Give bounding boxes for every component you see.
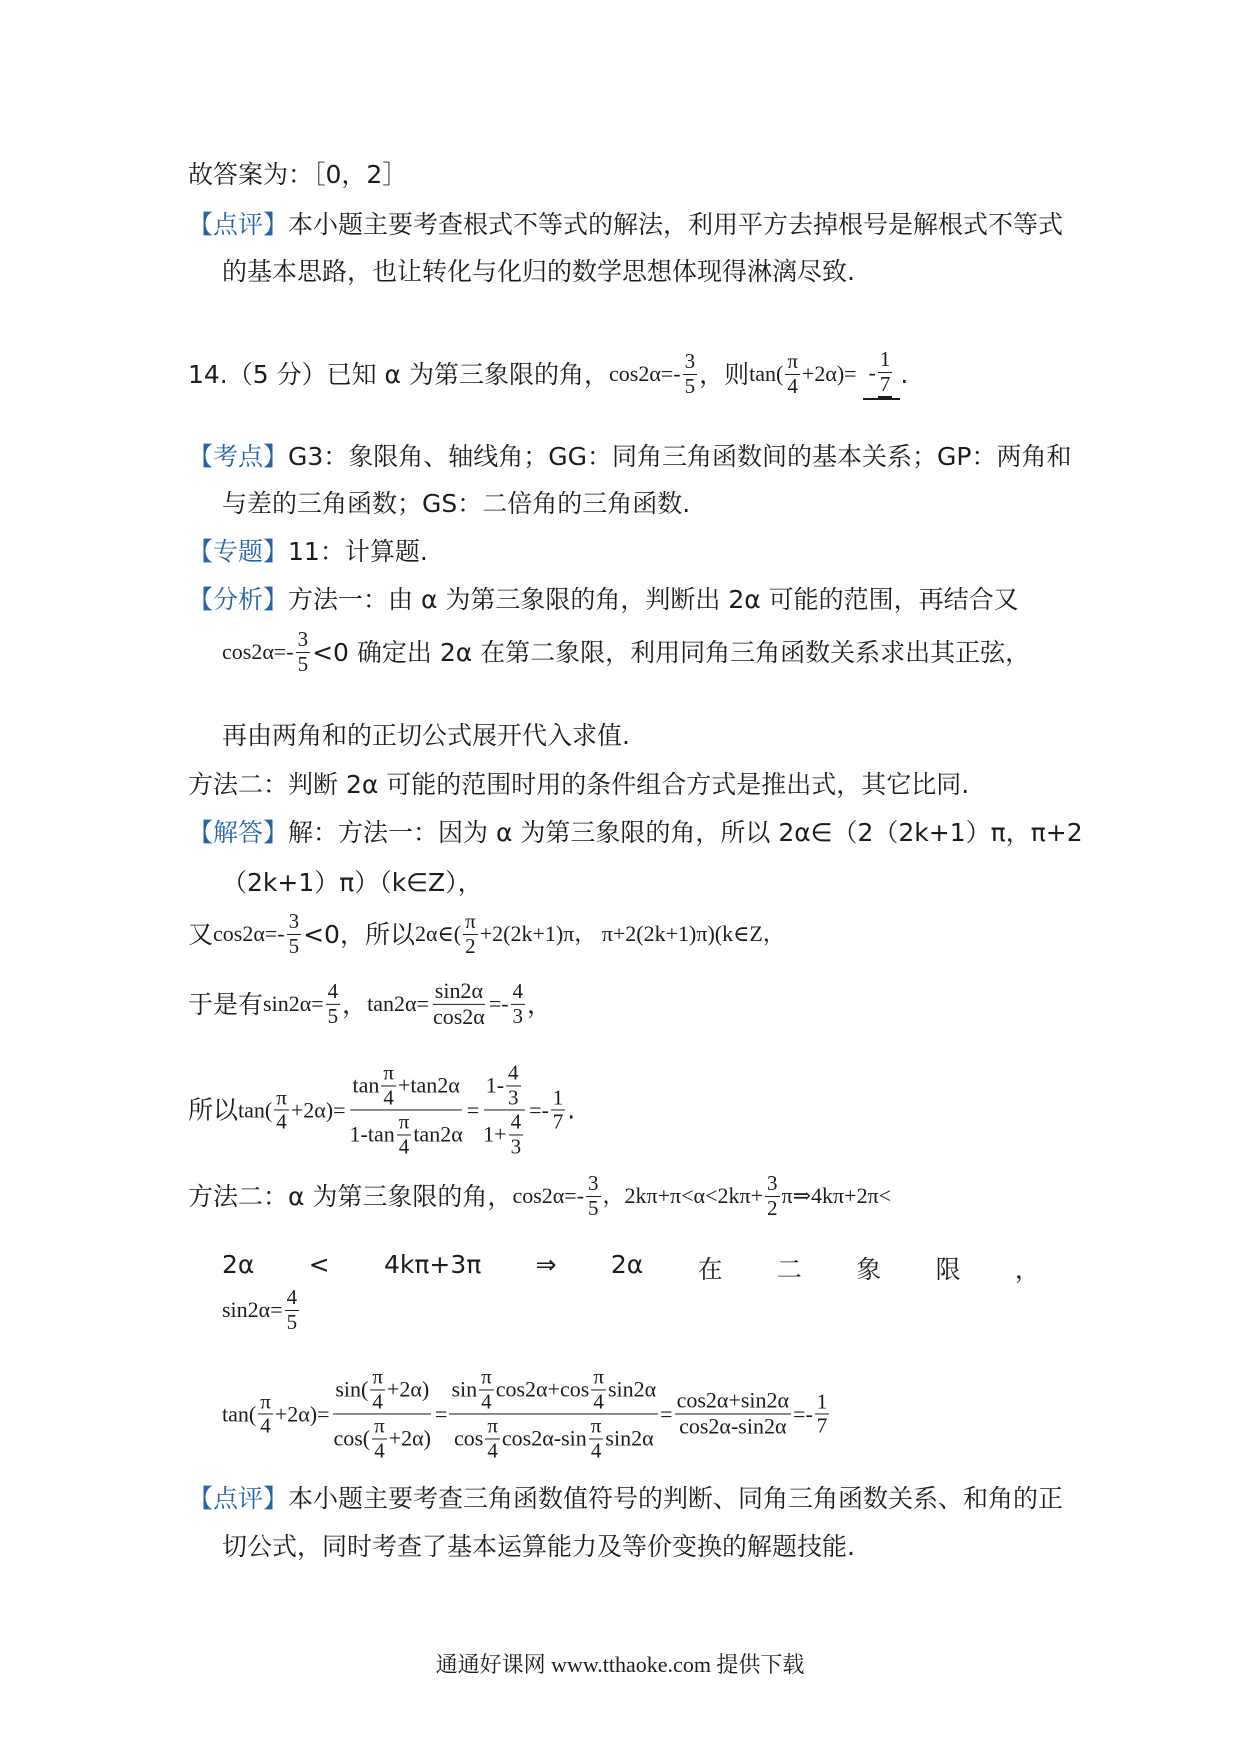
fraction bbox=[551, 1086, 566, 1134]
page-footer: 通通好课网 www.tthaoke.com 提供下载 bbox=[435, 1652, 805, 1677]
cos-text: cos bbox=[453, 1425, 484, 1451]
denominator: 5 bbox=[684, 373, 696, 398]
review-1-line2: 的基本思路，也让转化与化归的数学思想体现得淋漓尽致. bbox=[222, 257, 855, 286]
denominator: 7 bbox=[878, 373, 893, 399]
row-token: 4kπ+3π bbox=[383, 1250, 482, 1279]
numerator: π bbox=[487, 1413, 498, 1438]
numerator: π bbox=[787, 349, 798, 373]
denominator: 5 bbox=[286, 1309, 298, 1334]
numerator: sin2α bbox=[434, 977, 483, 1003]
compound-fraction bbox=[331, 1365, 433, 1462]
review-tag: 【点评】 bbox=[188, 1484, 289, 1513]
fraction bbox=[381, 1061, 396, 1109]
fraction bbox=[485, 1415, 500, 1463]
compound-fraction bbox=[481, 1061, 527, 1158]
numerator: 3 bbox=[288, 908, 300, 933]
range-text: +2(2k+1)π， π+2(2k+1)π)(k∈Z， bbox=[479, 921, 785, 946]
numerator: 4 bbox=[286, 1284, 298, 1309]
fraction bbox=[287, 910, 302, 958]
fraction bbox=[372, 1415, 387, 1463]
fraction bbox=[274, 1086, 289, 1134]
denominator: 4 bbox=[374, 1438, 385, 1463]
row-token: ， bbox=[1014, 1255, 1040, 1284]
you-text: 又 bbox=[188, 919, 214, 949]
then-text: ，则 bbox=[699, 359, 750, 389]
numerator: 3 bbox=[297, 626, 309, 651]
fraction bbox=[370, 1365, 385, 1413]
jieda-tag: 【解答】 bbox=[188, 818, 289, 847]
one-minus-tan: 1-tan bbox=[349, 1121, 395, 1147]
numerator: 4 bbox=[512, 978, 524, 1003]
sin-text: sin bbox=[451, 1376, 478, 1402]
jieda-line4 bbox=[188, 979, 552, 1029]
row-token: 限 bbox=[935, 1255, 961, 1284]
result-equals: =- bbox=[529, 1097, 549, 1122]
denominator: 2 bbox=[465, 933, 476, 958]
tan2a-text: tan2α bbox=[413, 1121, 463, 1147]
plus-2a-close: +2α) bbox=[388, 1425, 432, 1451]
fraction bbox=[258, 1390, 273, 1438]
numerator: 1 bbox=[879, 347, 891, 371]
denominator: 4 bbox=[276, 1109, 287, 1134]
tan-text: tan bbox=[352, 1072, 380, 1098]
mid-text: <0，所以 bbox=[303, 919, 415, 949]
sin2a: sin2α= bbox=[222, 1297, 283, 1322]
numerator bbox=[333, 1365, 431, 1414]
in-text: 2α∈( bbox=[414, 921, 462, 946]
fenxi-line3: 再由两角和的正切公式展开代入求值. bbox=[222, 721, 630, 750]
denominator: 4 bbox=[590, 1438, 602, 1463]
numerator: 3 bbox=[684, 349, 696, 373]
one-minus: 1- bbox=[485, 1072, 505, 1098]
cos2a: cos2α=- bbox=[512, 1183, 585, 1208]
numerator: 4 bbox=[327, 978, 339, 1003]
fraction bbox=[326, 980, 341, 1028]
denominator: 4 bbox=[372, 1388, 383, 1413]
fraction bbox=[285, 1286, 300, 1334]
row-token: 在 bbox=[697, 1255, 723, 1284]
fenxi-line2-text: <0 确定出 2α 在第二象限，利用同角三角函数关系求出其正弦， bbox=[312, 637, 1031, 667]
jieda-line3 bbox=[188, 910, 785, 958]
numerator: 4 bbox=[510, 1109, 522, 1134]
fraction bbox=[506, 1061, 521, 1109]
answer-blank bbox=[863, 348, 901, 400]
denominator: 4 bbox=[398, 1134, 410, 1159]
review-tag: 【点评】 bbox=[188, 210, 289, 239]
tan2a: tan2α= bbox=[367, 991, 429, 1016]
denominator: 4 bbox=[383, 1084, 394, 1109]
fraction bbox=[765, 1172, 780, 1220]
sin2a-text: sin2α bbox=[607, 1376, 657, 1402]
zhuanti-tag: 【专题】 bbox=[188, 537, 289, 566]
equals: =- bbox=[488, 991, 509, 1016]
sin2a: sin2α= bbox=[263, 991, 324, 1016]
tan-open: tan( bbox=[238, 1097, 273, 1122]
plus-2a-close: +2α) bbox=[386, 1376, 430, 1402]
cos2a: cos2α=- bbox=[213, 921, 285, 946]
inequality-text: ，2kπ+π<α<2kπ+ bbox=[602, 1183, 764, 1208]
equals: = bbox=[466, 1097, 480, 1122]
fraction bbox=[511, 980, 526, 1028]
method2-sin bbox=[222, 1286, 301, 1334]
fraction bbox=[431, 979, 487, 1029]
compound-fraction bbox=[348, 1061, 465, 1158]
zhuanti-text: 11：计算题. bbox=[288, 537, 428, 566]
method2-lead: 方法二：α 为第三象限的角， bbox=[188, 1181, 513, 1211]
denominator: 4 bbox=[487, 1438, 498, 1463]
fraction bbox=[591, 1365, 606, 1413]
question-14 bbox=[188, 348, 908, 400]
one-plus: 1+ bbox=[483, 1121, 507, 1147]
row-token: < bbox=[308, 1250, 330, 1279]
plus-2a: +2α)= bbox=[801, 361, 857, 387]
kaodian-text: G3：象限角、轴线角；GG：同角三角函数间的基本关系；GP：两角和 bbox=[288, 442, 1072, 471]
sin-text: cos2α-sin bbox=[501, 1425, 587, 1451]
jieda bbox=[188, 820, 1083, 845]
review-text: 本小题主要考查三角函数值符号的判断、同角三角函数关系、和角的正 bbox=[288, 1484, 1064, 1513]
sin2a-text: sin2α bbox=[605, 1425, 654, 1451]
method2-formula bbox=[222, 1365, 831, 1462]
kaodian-line2: 与差的三角函数；GS：二倍角的三角函数. bbox=[222, 489, 691, 518]
kaodian-tag: 【考点】 bbox=[188, 442, 289, 471]
jieda-line5 bbox=[188, 1061, 575, 1158]
denominator bbox=[331, 1415, 433, 1463]
numerator: π bbox=[260, 1388, 271, 1413]
numerator: 3 bbox=[588, 1170, 599, 1195]
question-end: . bbox=[900, 359, 909, 389]
tan-open: tan( bbox=[222, 1401, 257, 1426]
denominator: 3 bbox=[508, 1084, 519, 1109]
equals: = bbox=[660, 1401, 673, 1426]
denominator: 5 bbox=[288, 933, 300, 958]
numerator: 3 bbox=[767, 1170, 778, 1195]
numerator: 4 bbox=[508, 1060, 519, 1085]
fraction bbox=[785, 350, 800, 398]
row-token: 象 bbox=[856, 1255, 882, 1284]
tan2a-text: +tan2α bbox=[397, 1072, 460, 1098]
fraction bbox=[586, 1172, 601, 1220]
denominator bbox=[452, 1415, 656, 1463]
fraction bbox=[479, 1365, 494, 1413]
inequality-end: π⇒4kπ+2π< bbox=[781, 1183, 892, 1208]
denominator bbox=[481, 1111, 527, 1159]
review-text: 本小题主要考查根式不等式的解法，利用平方去掉根号是解根式不等式 bbox=[288, 210, 1064, 239]
answer-fraction bbox=[878, 348, 893, 398]
denominator: 2 bbox=[767, 1195, 778, 1220]
fraction bbox=[589, 1415, 604, 1463]
numerator bbox=[449, 1365, 658, 1414]
fraction bbox=[675, 1389, 791, 1439]
review-1 bbox=[188, 212, 1063, 237]
denominator bbox=[348, 1111, 465, 1159]
row-token: ⇒ bbox=[535, 1250, 557, 1279]
review-2 bbox=[188, 1486, 1063, 1511]
denominator: 7 bbox=[552, 1109, 564, 1134]
answer-sign: - bbox=[868, 360, 876, 386]
numerator: π bbox=[465, 908, 476, 933]
denominator: 7 bbox=[816, 1413, 828, 1438]
comma: ， bbox=[527, 989, 553, 1019]
denominator: 4 bbox=[260, 1413, 271, 1438]
tan-open: tan( bbox=[749, 361, 784, 387]
denominator: cos2α-sin2α bbox=[679, 1413, 787, 1439]
result-equals: =- bbox=[793, 1401, 813, 1426]
numerator: π bbox=[372, 1364, 383, 1389]
fenxi-text: 方法一：由 α 为第三象限的角，判断出 2α 可能的范围，再结合又 bbox=[288, 585, 1019, 614]
zhuanti bbox=[188, 539, 428, 564]
row-token: 二 bbox=[776, 1255, 802, 1284]
fenxi bbox=[188, 587, 1019, 612]
fraction bbox=[296, 628, 311, 676]
denominator: 5 bbox=[588, 1195, 599, 1220]
denominator: 3 bbox=[510, 1134, 522, 1159]
kaodian bbox=[188, 444, 1072, 469]
denominator: 4 bbox=[593, 1388, 604, 1413]
answer-line: 故答案为：［0，2］ bbox=[188, 160, 408, 189]
numerator: π bbox=[374, 1413, 385, 1438]
question-lead: 14.（5 分）已知 α 为第三象限的角， bbox=[188, 359, 609, 389]
denominator: 4 bbox=[787, 373, 798, 398]
plus-2a: +2α)= bbox=[290, 1097, 346, 1122]
plus-2a: +2α)= bbox=[274, 1401, 330, 1426]
numerator: π bbox=[276, 1084, 287, 1109]
denominator: 5 bbox=[327, 1003, 339, 1028]
denominator: 4 bbox=[481, 1388, 492, 1413]
fenxi-tag: 【分析】 bbox=[188, 585, 289, 614]
row-token: 2α bbox=[222, 1250, 255, 1279]
numerator: 1 bbox=[552, 1084, 564, 1109]
compound-fraction bbox=[449, 1365, 658, 1462]
fraction bbox=[683, 350, 698, 398]
sin-open: sin( bbox=[335, 1376, 369, 1402]
yushiyou-text: 于是有 bbox=[188, 989, 264, 1019]
jieda-line2: （2k+1）π）（k∈Z）， bbox=[222, 868, 483, 897]
denominator: 3 bbox=[512, 1003, 524, 1028]
suoyi-text: 所以 bbox=[188, 1095, 239, 1125]
numerator: 1 bbox=[816, 1388, 828, 1413]
method2-row bbox=[222, 1250, 1040, 1286]
numerator: π bbox=[481, 1364, 492, 1389]
equals: = bbox=[435, 1401, 448, 1426]
fenxi-line4: 方法二：判断 2α 可能的范围时用的条件组合方式是推出式，其它比同. bbox=[188, 770, 970, 799]
numerator: π bbox=[383, 1060, 394, 1085]
cos-text: cos2α+cos bbox=[495, 1376, 590, 1402]
numerator bbox=[350, 1061, 461, 1110]
numerator: π bbox=[398, 1109, 410, 1134]
review-2-line2: 切公式，同时考查了基本运算能力及等价变换的解题技能. bbox=[222, 1532, 855, 1561]
numerator: π bbox=[590, 1413, 602, 1438]
cos2a: cos2α=- bbox=[609, 361, 681, 387]
row-token: 2α bbox=[610, 1250, 644, 1279]
numerator bbox=[484, 1061, 525, 1110]
method2-line1 bbox=[188, 1172, 891, 1220]
fenxi-line2 bbox=[222, 628, 1030, 676]
fraction bbox=[463, 910, 478, 958]
cos2a: cos2α=- bbox=[222, 639, 294, 664]
fraction bbox=[815, 1390, 830, 1438]
comma: ， bbox=[342, 989, 368, 1019]
fraction bbox=[509, 1111, 524, 1159]
fraction bbox=[397, 1111, 412, 1159]
period: . bbox=[567, 1095, 576, 1125]
cos-open: cos( bbox=[333, 1425, 371, 1451]
numerator: π bbox=[593, 1364, 604, 1389]
denominator: cos2α bbox=[432, 1003, 485, 1029]
numerator: cos2α+sin2α bbox=[676, 1387, 790, 1413]
denominator: 5 bbox=[297, 651, 309, 676]
jieda-text: 解：方法一：因为 α 为第三象限的角，所以 2α∈（2（2k+1）π，π+2 bbox=[288, 818, 1083, 847]
